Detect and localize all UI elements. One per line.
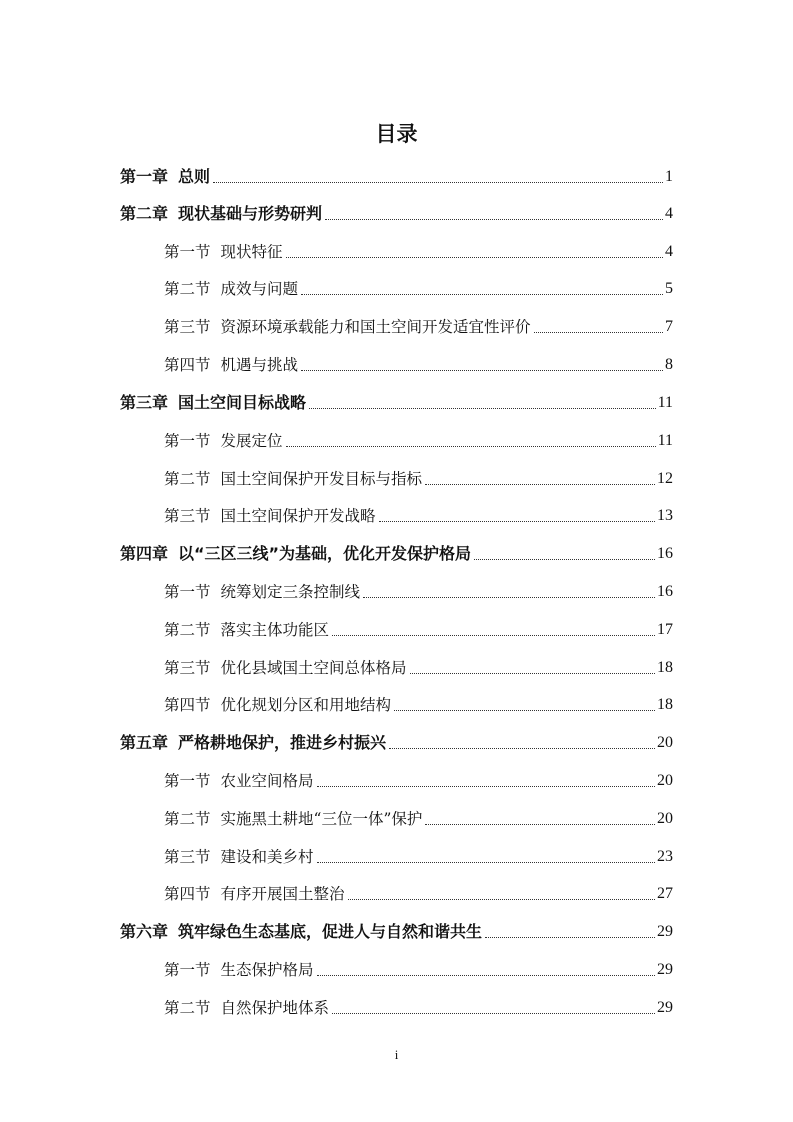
toc-section-entry[interactable]: [164, 618, 673, 642]
entry-page: 29: [657, 999, 673, 1016]
toc-chapter-entry[interactable]: [120, 202, 673, 226]
entry-page: 16: [657, 583, 673, 600]
entry-number: 第一节: [164, 583, 211, 601]
entry-number: 第一节: [164, 243, 211, 261]
entry-page: 20: [657, 810, 673, 827]
toc-section-entry[interactable]: [164, 240, 673, 264]
entry-number: 第二节: [164, 810, 211, 828]
entry-number: 第二节: [164, 280, 211, 298]
toc-title: 目录: [375, 122, 418, 146]
dot-leader: [317, 786, 655, 787]
entry-page: 1: [665, 168, 673, 185]
page-number: i: [394, 1047, 399, 1062]
entry-page: 29: [657, 961, 673, 978]
entry-number: 第一节: [164, 961, 211, 979]
entry-title: 现状基础与形势研判: [178, 204, 323, 223]
dot-leader: [317, 975, 655, 976]
entry-title: 成效与问题: [220, 280, 299, 298]
entry-number: 第四章: [120, 544, 169, 563]
entry-number: 第一章: [120, 167, 169, 186]
entry-title: 国土空间目标战略: [178, 393, 307, 412]
entry-page: 4: [665, 205, 673, 222]
toc-chapter-entry[interactable]: [120, 391, 673, 415]
entry-number: 第二节: [164, 999, 211, 1017]
entry-page: 5: [665, 280, 673, 297]
entry-title: 有序开展国土整治: [220, 885, 345, 903]
dot-leader: [425, 824, 655, 825]
entry-number: 第四节: [164, 885, 211, 903]
entry-number: 第一节: [164, 772, 211, 790]
entry-title: 以“三区三线”为基础，优化开发保护格局: [178, 544, 472, 563]
dot-leader: [363, 597, 655, 598]
dot-leader: [325, 219, 663, 220]
entry-page: 18: [657, 659, 673, 676]
entry-title: 优化县域国土空间总体格局: [220, 659, 407, 677]
dot-leader: [389, 748, 655, 749]
dot-leader: [286, 446, 656, 447]
entry-page: 20: [657, 734, 673, 751]
entry-title: 现状特征: [220, 243, 283, 261]
entry-title: 国土空间保护开发战略: [220, 507, 376, 525]
toc-section-entry[interactable]: [164, 353, 673, 377]
toc-chapter-entry[interactable]: [120, 920, 673, 944]
toc-chapter-entry[interactable]: [120, 165, 673, 189]
entry-number: 第一节: [164, 432, 211, 450]
toc-section-entry[interactable]: [164, 996, 673, 1020]
entry-number: 第五章: [120, 733, 169, 752]
dot-leader: [394, 710, 655, 711]
entry-number: 第三节: [164, 659, 211, 677]
entry-page: 27: [657, 885, 673, 902]
entry-page: 20: [657, 772, 673, 789]
entry-page: 12: [657, 470, 673, 487]
toc-section-entry[interactable]: [164, 580, 673, 604]
dot-leader: [332, 1013, 655, 1014]
entry-number: 第二节: [164, 621, 211, 639]
dot-leader: [332, 635, 655, 636]
entry-title: 资源环境承载能力和国土空间开发适宜性评价: [220, 318, 531, 336]
entry-title: 机遇与挑战: [220, 356, 299, 374]
entry-number: 第三节: [164, 848, 211, 866]
entry-page: 13: [657, 507, 673, 524]
entry-title: 实施黑土耕地“三位一体”保护: [220, 810, 423, 828]
entry-title: 落实主体功能区: [220, 621, 330, 639]
entry-title: 国土空间保护开发目标与指标: [220, 470, 423, 488]
entry-page: 18: [657, 696, 673, 713]
entry-number: 第二节: [164, 470, 211, 488]
toc-section-entry[interactable]: [164, 467, 673, 491]
entry-number: 第三章: [120, 393, 169, 412]
dot-leader: [474, 559, 655, 560]
entry-title: 农业空间格局: [220, 772, 314, 790]
toc-chapter-entry[interactable]: [120, 542, 673, 566]
entry-title: 严格耕地保护，推进乡村振兴: [178, 733, 387, 752]
dot-leader: [534, 332, 663, 333]
entry-title: 统筹划定三条控制线: [220, 583, 361, 601]
entry-page: 7: [665, 318, 673, 335]
toc-section-entry[interactable]: [164, 656, 673, 680]
toc-section-entry[interactable]: [164, 693, 673, 717]
dot-leader: [317, 862, 655, 863]
dot-leader: [379, 521, 655, 522]
dot-leader: [301, 294, 663, 295]
entry-page: 29: [657, 923, 673, 940]
entry-page: 8: [665, 356, 673, 373]
toc-section-entry[interactable]: [164, 769, 673, 793]
toc-section-entry[interactable]: [164, 845, 673, 869]
dot-leader: [301, 370, 663, 371]
entry-page: 11: [657, 394, 673, 411]
dot-leader: [410, 673, 655, 674]
entry-title: 建设和美乡村: [220, 848, 314, 866]
entry-number: 第四节: [164, 696, 211, 714]
dot-leader: [286, 257, 663, 258]
toc-section-entry[interactable]: [164, 277, 673, 301]
dot-leader: [309, 408, 656, 409]
entry-number: 第三节: [164, 318, 211, 336]
entry-title: 总则: [178, 167, 211, 186]
entry-title: 优化规划分区和用地结构: [220, 696, 392, 714]
entry-page: 16: [657, 545, 673, 562]
entry-page: 23: [657, 848, 673, 865]
dot-leader: [425, 484, 655, 485]
entry-number: 第三节: [164, 507, 211, 525]
entry-title: 自然保护地体系: [220, 999, 330, 1017]
toc-section-entry[interactable]: [164, 315, 673, 339]
dot-leader: [213, 182, 663, 183]
toc-section-entry[interactable]: [164, 882, 673, 906]
entry-number: 第二章: [120, 204, 169, 223]
dot-leader: [348, 899, 655, 900]
entry-number: 第六章: [120, 922, 169, 941]
entry-page: 17: [657, 621, 673, 638]
entry-page: 4: [665, 243, 673, 260]
toc-section-entry[interactable]: [164, 958, 673, 982]
entry-title: 发展定位: [220, 432, 283, 450]
toc-section-entry[interactable]: [164, 429, 673, 453]
entry-title: 生态保护格局: [220, 961, 314, 979]
toc-chapter-entry[interactable]: [120, 731, 673, 755]
entry-title: 筑牢绿色生态基底，促进人与自然和谐共生: [178, 922, 483, 941]
entry-page: 11: [657, 432, 673, 449]
entry-number: 第四节: [164, 356, 211, 374]
toc-section-entry[interactable]: [164, 807, 673, 831]
toc-section-entry[interactable]: [164, 504, 673, 528]
dot-leader: [485, 937, 655, 938]
